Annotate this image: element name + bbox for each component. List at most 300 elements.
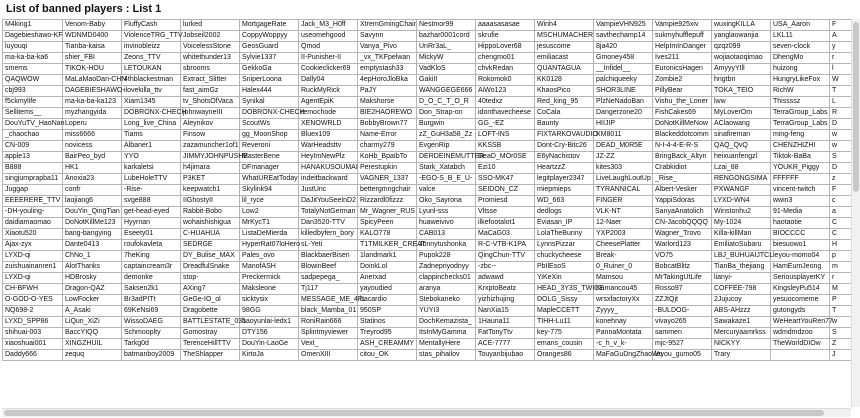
player-name-cell: RENGONGSIMA xyxy=(712,174,771,185)
player-name-cell: killedbyfern_bory xyxy=(299,229,358,240)
player-name-cell: M xyxy=(830,284,852,295)
player-name-cell: RichW xyxy=(771,86,830,97)
player-name-cell: PaJY xyxy=(358,86,417,97)
player-name-cell: Jobseil2002 xyxy=(181,31,240,42)
player-name-cell: Jonnytushonka xyxy=(417,240,476,251)
player-name-cell: chengmo01 xyxy=(476,53,535,64)
player-name-cell: Blackeddotcomm xyxy=(653,130,712,141)
player-name-cell: YUYI3 xyxy=(417,306,476,317)
player-name-cell: HDBrosky xyxy=(63,273,122,284)
player-name-cell: charmy279 xyxy=(358,141,417,152)
player-name-cell: KK0128 xyxy=(535,75,594,86)
horizontal-scrollbar[interactable] xyxy=(2,408,851,417)
player-name-cell: LOFT-INS xyxy=(476,130,535,141)
player-name-cell: IIGhostyII xyxy=(181,196,240,207)
player-name-cell: FluffyCash xyxy=(122,20,181,31)
player-name-cell: mjc-9527 xyxy=(653,339,712,350)
player-name-cell: ACE-7777 xyxy=(476,339,535,350)
player-name-cell: LYXD-WN4 xyxy=(712,196,771,207)
player-name-cell: DoNotKillMeNow xyxy=(653,119,712,130)
player-name-cell: SSO-MK47 xyxy=(476,174,535,185)
player-name-cell: NanXia15 xyxy=(476,306,535,317)
player-name-cell: HeartzzZ xyxy=(535,163,594,174)
player-name-cell: Venom-Baby xyxy=(63,20,122,31)
player-name-cell: stop- xyxy=(181,273,240,284)
player-name-cell: DTY156 xyxy=(240,328,299,339)
player-name-cell: D xyxy=(830,119,852,130)
player-name-cell: gg_MoonShop xyxy=(240,130,299,141)
player-name-cell: 1landmark1 xyxy=(358,251,417,262)
player-name-cell: cbj993 xyxy=(3,86,63,97)
player-name-cell: Synikal xyxy=(240,97,299,108)
player-name-cell: sammen xyxy=(653,328,712,339)
player-name-cell: BairPeo_byd xyxy=(63,152,122,163)
player-name-cell: B888 xyxy=(3,163,63,174)
player-name-cell: CheesePlatter xyxy=(594,240,653,251)
player-name-cell: Treyrod95 xyxy=(358,328,417,339)
table-row xyxy=(3,339,852,350)
player-name-cell: LKL11 xyxy=(771,31,830,42)
player-name-cell: VLK-NT xyxy=(594,207,653,218)
table-row xyxy=(3,262,852,273)
player-name-cell: Winh4 xyxy=(535,20,594,31)
player-name-cell: Skylink94 xyxy=(240,185,299,196)
player-name-cell: Red_king_95 xyxy=(535,97,594,108)
player-name-cell: haoyunlai-ledx1 xyxy=(240,317,299,328)
player-name-cell: BringBack_Altyn xyxy=(653,152,712,163)
player-name-cell: Vampie925xiv xyxy=(653,20,712,31)
player-name-cell: emptystash33 xyxy=(358,64,417,75)
player-name-cell: JZ-ZZ xyxy=(594,152,653,163)
player-name-cell: BaccYIQQ xyxy=(63,328,122,339)
player-name-cell: yayoudied xyxy=(358,284,417,295)
player-name-cell: TIHH-Lu11 xyxy=(535,317,594,328)
table-row xyxy=(3,207,852,218)
vertical-scrollbar[interactable] xyxy=(851,19,860,407)
player-name-cell: wwin3 xyxy=(771,196,830,207)
player-name-cell: VAGNER_1337 xyxy=(358,174,417,185)
player-name-cell: SEIDON_CZ xyxy=(476,185,535,196)
player-name-cell: MickyW xyxy=(417,53,476,64)
player-name-cell: Finsow xyxy=(181,130,240,141)
player-name-cell: YiKeXin xyxy=(535,273,594,284)
player-name-cell: MSCHUMACHER xyxy=(535,31,594,42)
player-name-cell: RoniRain666 xyxy=(299,317,358,328)
player-name-cell: hngtbn xyxy=(712,75,771,86)
player-name-cell: Vltsse xyxy=(476,207,535,218)
player-name-cell: Sawakaze1 xyxy=(712,317,771,328)
player-name-cell: Dagebieshawo-KF xyxy=(3,31,63,42)
player-name-cell: KrxptoBeatz xyxy=(476,284,535,295)
player-name-cell: Kumancou45 xyxy=(594,284,653,295)
player-name-cell: Crabkidiot xyxy=(653,163,712,174)
player-name-cell: Lzai_88 xyxy=(712,163,771,174)
player-name-cell: D xyxy=(830,163,852,174)
player-name-cell: daidiamaomao xyxy=(3,218,63,229)
banned-players-table-viewport xyxy=(2,19,851,407)
player-name-cell: Dragon-QAZ xyxy=(63,284,122,295)
player-name-cell: LiveLaughLoutUp xyxy=(594,174,653,185)
player-name-cell: XINGZHUIL xyxy=(63,339,122,350)
player-name-cell: JustUnc xyxy=(299,185,358,196)
player-name-cell: -Rise- xyxy=(122,185,181,196)
player-name-cell: EuronicsHagen xyxy=(653,64,712,75)
player-name-cell: Baunty xyxy=(535,119,594,130)
player-name-cell: Lyunl-sss xyxy=(417,207,476,218)
player-name-cell: WeHeartYouRen77 xyxy=(771,317,830,328)
table-row xyxy=(3,119,852,130)
player-name-cell: BobcatBlitz xyxy=(653,262,712,273)
player-name-cell: Perestupkin xyxy=(358,163,417,174)
player-name-cell: HamEumJeong xyxy=(771,262,830,273)
player-name-cell: 98GG xyxy=(240,306,299,317)
player-name-cell: Tarkg0d xyxy=(122,339,181,350)
player-name-cell: QAQWOW xyxy=(3,75,63,86)
player-name-cell: NICKYY xyxy=(712,339,771,350)
table-body xyxy=(3,20,852,361)
player-name-cell: konehnay xyxy=(594,317,653,328)
player-name-cell: WDNMD0400 xyxy=(63,31,122,42)
player-name-cell: ma-ka-ba-ka6 xyxy=(3,53,63,64)
player-name-cell: A xyxy=(830,31,852,42)
player-name-cell: EEEERERE_TTV xyxy=(3,196,63,207)
banned-players-table xyxy=(2,19,852,361)
player-name-cell: Dally04 xyxy=(299,75,358,86)
vertical-scroll-thumb[interactable] xyxy=(853,22,859,192)
player-name-cell: JIMMYJOHNPUSHE xyxy=(181,152,240,163)
player-name-cell: lww xyxy=(712,97,771,108)
player-name-cell: VadKloS xyxy=(417,64,476,75)
player-name-cell: S xyxy=(830,152,852,163)
player-name-cell: Makshorse xyxy=(358,97,417,108)
player-name-cell: wohaishishigua xyxy=(181,218,240,229)
player-name-cell: P xyxy=(830,295,852,306)
player-name-cell: MrTakingUtLife xyxy=(653,273,712,284)
player-name-cell: C xyxy=(830,218,852,229)
player-name-cell: KKSSB xyxy=(476,141,535,152)
player-name-cell: 8ja420 xyxy=(594,42,653,53)
player-name-cell: chvkRedan xyxy=(476,64,535,75)
player-name-cell: Warlord123 xyxy=(653,240,712,251)
player-name-cell: Eviasan_IP xyxy=(535,218,594,229)
player-name-cell: M4king1 xyxy=(3,20,63,31)
player-name-cell: WissoDAEG xyxy=(122,317,181,328)
player-name-cell: HIIJIP xyxy=(594,119,653,130)
player-name-cell: SanyaAnatolich xyxy=(653,207,712,218)
player-name-cell: Qmod xyxy=(299,42,358,53)
player-name-cell: AXing7 xyxy=(181,284,240,295)
table-row xyxy=(3,152,852,163)
player-name-cell: 0_Ruiner_0 xyxy=(594,262,653,273)
horizontal-scroll-thumb[interactable] xyxy=(4,410,824,416)
player-name-cell: leyou_gumo05 xyxy=(653,350,712,361)
player-name-cell: wojiaotaoqimao xyxy=(712,53,771,64)
player-name-cell: smems xyxy=(3,64,63,75)
player-name-cell: D_O_C_T_O_R xyxy=(417,97,476,108)
player-name-cell: QAQ_QvQ xyxy=(712,141,771,152)
table-row xyxy=(3,53,852,64)
table-row xyxy=(3,328,852,339)
player-name-cell: myzhangyida xyxy=(63,108,122,119)
player-name-cell: Saksen2k1 xyxy=(122,284,181,295)
player-name-cell: w xyxy=(830,130,852,141)
player-name-cell: Vext_ xyxy=(299,339,358,350)
player-name-cell: EmiliatoSubaru xyxy=(712,240,771,251)
player-name-cell: GeGe-IO_ol xyxy=(181,295,240,306)
player-name-cell: _chaochao xyxy=(3,130,63,141)
player-name-cell: TIKOK-HOU xyxy=(63,64,122,75)
player-name-cell: 7heKing xyxy=(122,251,181,262)
player-name-cell: sukmyhufflepuff xyxy=(653,31,712,42)
player-name-cell: p xyxy=(830,251,852,262)
player-name-cell: Dan3520-TTV xyxy=(299,218,358,229)
player-name-cell: R-C-VTB-K1PA xyxy=(476,240,535,251)
player-name-cell: PannaMontata xyxy=(594,328,653,339)
player-name-cell: J xyxy=(830,350,852,361)
player-name-cell: WhatUREatToday xyxy=(240,174,299,185)
player-name-cell: DreadfulSnake xyxy=(181,262,240,273)
player-name-cell: SniperLoona xyxy=(240,75,299,86)
player-name-cell: Tj117 xyxy=(299,284,358,295)
player-name-cell: Anoxia23 xyxy=(63,174,122,185)
player-name-cell: citou_OK xyxy=(358,350,417,361)
player-name-cell: WANGGEGE666 xyxy=(417,86,476,97)
player-name-cell: a xyxy=(830,207,852,218)
player-name-cell: dedlogs xyxy=(535,207,594,218)
player-name-cell: c xyxy=(830,196,852,207)
player-name-cell: II-Punisher-II xyxy=(299,53,358,64)
player-name-cell: KoHb_BpaIbTo xyxy=(358,152,417,163)
player-name-cell: DaJitYouSeeInD2 xyxy=(299,196,358,207)
table-row xyxy=(3,185,852,196)
player-name-cell: A_Asaki xyxy=(63,306,122,317)
player-name-cell: VampieVHN925 xyxy=(594,20,653,31)
player-name-cell: TerenceHillTTV xyxy=(181,339,240,350)
player-name-cell: Albaner1 xyxy=(122,141,181,152)
table-row xyxy=(3,251,852,262)
player-name-cell: KirtoJa xyxy=(240,350,299,361)
player-name-cell: HK1 xyxy=(63,163,122,174)
player-name-cell: GakiII xyxy=(417,75,476,86)
player-name-cell: Killa-killMan xyxy=(712,229,771,240)
player-name-cell: DOBRONX-CHECH xyxy=(122,108,181,119)
player-name-cell: P3KET xyxy=(181,174,240,185)
player-name-cell: bang-bangying xyxy=(63,229,122,240)
player-name-cell: Don_Strap-on xyxy=(417,108,476,119)
player-name-cell: N-I-4-4-E-R-S xyxy=(653,141,712,152)
player-name-cell: ScoutWs xyxy=(240,119,299,130)
player-name-cell: CN-009 xyxy=(3,141,63,152)
player-name-cell: WarHeadsttv xyxy=(299,141,358,152)
player-name-cell: aranya xyxy=(417,284,476,295)
player-name-cell: Rokomok0 xyxy=(476,75,535,86)
player-name-cell: valce xyxy=(417,185,476,196)
player-name-cell: VO75 xyxy=(653,251,712,262)
player-name-cell: lil_ryce xyxy=(240,196,299,207)
player-name-cell: Stebokaneko xyxy=(417,295,476,306)
table-row xyxy=(3,130,852,141)
player-name-cell: Maksleone xyxy=(240,284,299,295)
player-name-cell: 950SP xyxy=(358,306,417,317)
player-name-cell: Xiam1345 xyxy=(122,97,181,108)
player-name-cell: _vx_TKFpelwan xyxy=(358,53,417,64)
player-name-cell: Jack_M3_H0ff xyxy=(299,20,358,31)
player-name-cell: HeyImNewPlz xyxy=(299,152,358,163)
player-name-cell: -BULDOG- xyxy=(653,306,712,317)
player-name-cell: CoCala xyxy=(535,108,594,119)
player-name-cell: emans_cousin xyxy=(535,339,594,350)
player-name-cell: batmanboy2009 xyxy=(122,350,181,361)
player-name-cell: karkaletsi xyxy=(122,163,181,174)
player-name-cell: DY_Bulise_MAX xyxy=(181,251,240,262)
player-name-cell: Ives211 xyxy=(653,53,712,64)
player-name-cell: COFFEE-798 xyxy=(712,284,771,295)
player-name-cell: LynnsPizzar xyxy=(535,240,594,251)
player-name-cell: MentallyHere xyxy=(417,339,476,350)
player-name-cell: NQ698-2 xyxy=(3,306,63,317)
player-name-cell: h4jimara xyxy=(181,163,240,174)
player-name-cell: ilovekilla_ttv xyxy=(122,86,181,97)
player-name-cell: Long_live_China xyxy=(122,119,181,130)
player-name-cell: zazamuncher1of1 xyxy=(181,141,240,152)
player-name-cell: seven-clock xyxy=(771,42,830,53)
table-row xyxy=(3,163,852,174)
player-name-cell: AClaowang xyxy=(712,119,771,130)
player-name-cell: USA_Aaron xyxy=(771,20,830,31)
player-name-cell: zuishuainanren1 xyxy=(3,262,63,273)
player-name-cell: zZ_GuH3a58_Zz xyxy=(417,130,476,141)
player-name-cell: AiWo123 xyxy=(476,86,535,97)
player-name-cell: Ezi10 xyxy=(476,163,535,174)
player-name-cell: 12-Naer xyxy=(594,218,653,229)
player-name-cell: Z xyxy=(830,339,852,350)
player-name-cell: YXP2003 xyxy=(594,229,653,240)
player-name-cell: Nestmor99 xyxy=(417,20,476,31)
player-name-cell: Thissssz xyxy=(771,97,830,108)
player-name-cell: Albert-Vesker xyxy=(653,185,712,196)
player-name-cell: Preckermick xyxy=(240,273,299,284)
player-name-cell: AlotThanks xyxy=(63,262,122,273)
player-name-cell: whitethunder13 xyxy=(181,53,240,64)
player-name-cell: Reveroni xyxy=(240,141,299,152)
player-name-cell: E6yNachistov xyxy=(535,152,594,163)
player-name-cell: Tiams xyxy=(122,130,181,141)
player-name-cell: S xyxy=(830,328,852,339)
player-name-cell: Savynn xyxy=(358,31,417,42)
player-name-cell: luyouqi xyxy=(3,42,63,53)
player-name-cell: CH-BFWH xyxy=(3,284,63,295)
player-name-cell: QingChun-TTV xyxy=(476,251,535,262)
player-name-cell: YappiSdoras xyxy=(653,196,712,207)
player-name-cell: Dragobette xyxy=(181,306,240,317)
player-name-cell: skrufie xyxy=(476,31,535,42)
player-name-cell: idonthavecheese xyxy=(476,108,535,119)
player-name-cell: MESSAGE_ME_4FL xyxy=(299,295,358,306)
player-name-cell: L xyxy=(830,97,852,108)
player-name-cell: HANAKUSOUMAI xyxy=(299,163,358,174)
player-name-cell: LETOUKAN xyxy=(122,64,181,75)
player-name-cell: TheShlapper xyxy=(181,350,240,361)
player-name-cell: huizong xyxy=(771,64,830,75)
table-row xyxy=(3,229,852,240)
player-name-cell: GG_-EZ xyxy=(476,119,535,130)
player-name-cell: l xyxy=(830,64,852,75)
player-name-cell: DochKemazista_ xyxy=(417,317,476,328)
player-name-cell: f5ckmylife xyxy=(3,97,63,108)
player-name-cell: Sylvie1337 xyxy=(240,53,299,64)
player-name-cell: XM8011 xyxy=(594,130,653,141)
player-name-cell: DoNotKillMe123 xyxy=(63,218,122,229)
player-name-cell: CHENZHIZHI xyxy=(771,141,830,152)
player-name-cell: Gomostray xyxy=(181,328,240,339)
player-name-cell: LolaTheBunny xyxy=(535,229,594,240)
player-name-cell: Bluex109 xyxy=(299,130,358,141)
player-name-cell: Gmoney458 xyxy=(594,53,653,64)
player-name-cell: r xyxy=(830,53,852,64)
player-name-cell: Mercuryaamrkss xyxy=(712,328,771,339)
player-name-cell: FIXTARKOVAUDIO xyxy=(535,130,594,141)
player-name-cell: TOKA_TEIO xyxy=(712,86,771,97)
player-name-cell: BlackbaerBisen xyxy=(299,251,358,262)
player-name-cell: kites303 xyxy=(594,163,653,174)
player-name-cell: Oko_Sayrona xyxy=(417,196,476,207)
player-name-cell: 4epHoroJloBka xyxy=(358,75,417,86)
player-name-cell: johnwayneIII xyxy=(181,108,240,119)
player-name-cell: F xyxy=(830,185,852,196)
player-name-cell: palchiqueeky xyxy=(594,75,653,86)
table-row xyxy=(3,86,852,97)
table-row xyxy=(3,295,852,306)
player-name-cell: Zeons_TTV xyxy=(122,53,181,64)
player-name-cell: DhengMo xyxy=(771,53,830,64)
player-name-cell: Oranges86 xyxy=(535,350,594,361)
player-name-cell xyxy=(771,350,830,361)
player-name-cell: miepmieps xyxy=(535,185,594,196)
player-name-cell: -EGO-S_B_E_U- xyxy=(417,174,476,185)
player-name-cell: sadpepega_ xyxy=(299,273,358,284)
player-name-cell: TheWorldDIOw xyxy=(771,339,830,350)
player-name-cell: novicess xyxy=(63,141,122,152)
player-name-cell: Low2 xyxy=(240,207,299,218)
player-name-cell: LowFocker xyxy=(63,295,122,306)
player-name-cell: Cookieclicker69 xyxy=(299,64,358,75)
player-name-cell: DAGEBIESHAWO- xyxy=(63,86,122,97)
player-name-cell: Burgwin xyxy=(417,119,476,130)
player-name-cell: Break- xyxy=(594,251,653,262)
player-name-cell: KingsleyPu514 xyxy=(771,284,830,295)
player-name-cell: wuxingKILLA xyxy=(712,20,771,31)
player-name-cell: sbrooms xyxy=(181,64,240,75)
player-name-cell: yesuocomeme xyxy=(771,295,830,306)
player-name-cell: W xyxy=(830,75,852,86)
player-name-cell: singjumprapba11 xyxy=(3,174,63,185)
player-name-cell: Br3adPITt xyxy=(122,295,181,306)
player-name-cell: DFmanager xyxy=(240,163,299,174)
player-name-cell: -c_h_v_k- xyxy=(594,339,653,350)
player-name-cell: LBJ_BUHUAIJTCL xyxy=(712,251,771,262)
player-name-cell: Juggap xyxy=(3,185,63,196)
player-name-cell: Zadnepriyodnyy xyxy=(417,262,476,273)
player-name-cell: Splintmyviewer xyxy=(299,328,358,339)
player-name-cell: adwawd xyxy=(476,273,535,284)
player-name-cell: bacardio xyxy=(358,295,417,306)
player-name-cell: Extract_Slitter xyxy=(181,75,240,86)
player-name-cell: 2Jujucoy xyxy=(712,295,771,306)
player-name-cell: Stark_Xatabch xyxy=(417,163,476,174)
player-name-cell: BATTLESTATE_031 xyxy=(181,317,240,328)
player-name-cell: ChNo_1 xyxy=(63,251,122,262)
player-name-cell: TotalyNotGerman xyxy=(299,207,358,218)
